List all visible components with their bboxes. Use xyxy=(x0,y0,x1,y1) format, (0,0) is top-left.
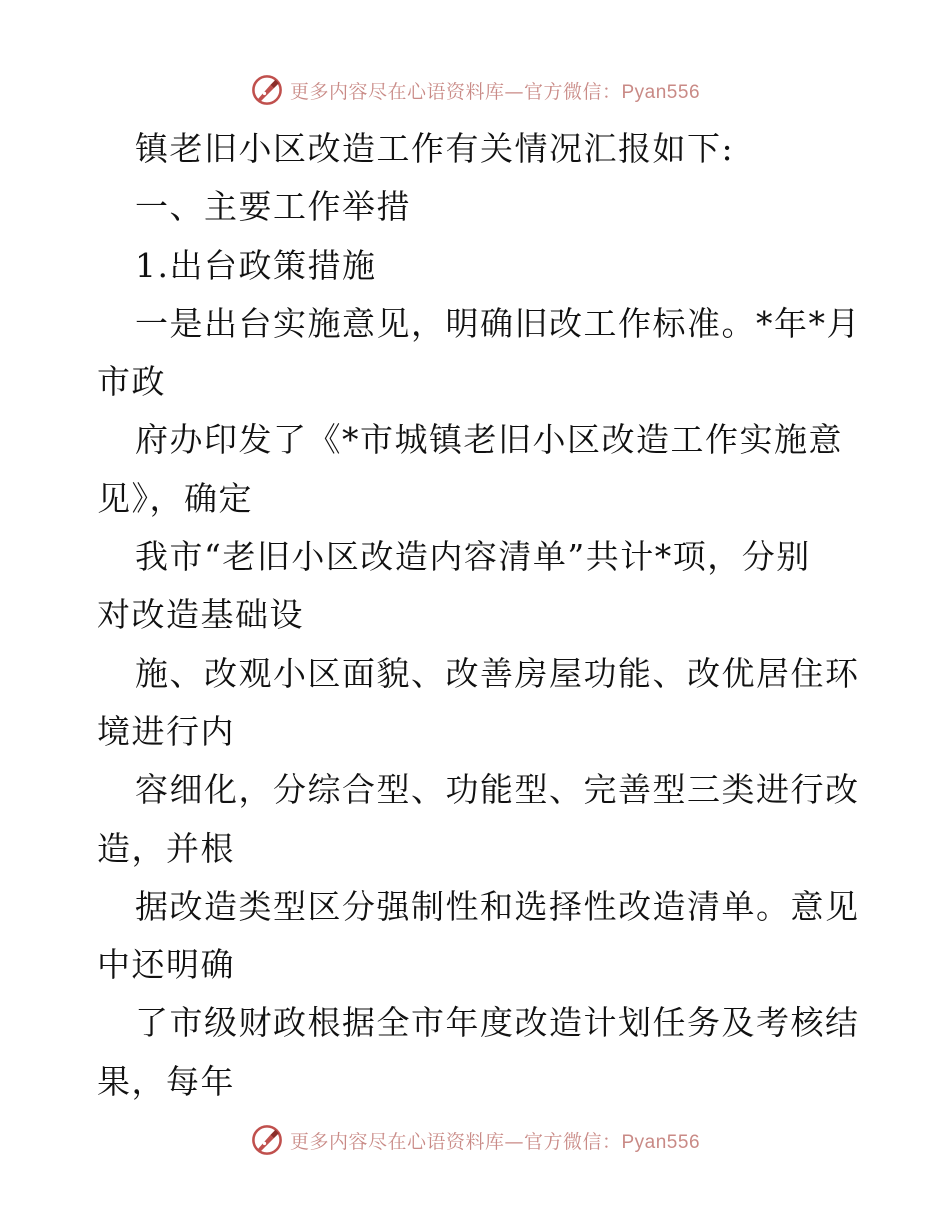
text-line: 了市级财政根据全市年度改造计划任务及考核结 xyxy=(135,1003,860,1043)
text-line: 中还明确 xyxy=(97,945,235,985)
text-line: 施、改观小区面貌、改善房屋功能、改优居住环 xyxy=(135,653,860,693)
text-line: 对改造基础设 xyxy=(97,595,304,635)
pen-seal-logo-icon xyxy=(250,73,284,107)
watermark-footer xyxy=(0,1120,950,1160)
text-line: 境进行内 xyxy=(97,711,235,751)
text-line: 果，每年 xyxy=(97,1061,235,1101)
text-line: 见》，确定 xyxy=(97,478,253,518)
text-line: 容细化，分综合型、功能型、完善型三类进行改 xyxy=(135,770,860,810)
text-line: 府办印发了《*市城镇老旧小区改造工作实施意 xyxy=(135,420,843,460)
text-line: 镇老旧小区改造工作有关情况汇报如下: xyxy=(135,129,735,168)
watermark-header xyxy=(0,70,950,110)
document-body xyxy=(97,120,867,1111)
watermark-text: 更多内容尽在心语资料库—官方微信：Pyan556 xyxy=(289,80,701,103)
text-line: 市政 xyxy=(97,362,166,402)
text-line: 造，并根 xyxy=(97,828,235,868)
pen-seal-logo-icon xyxy=(250,1123,284,1157)
watermark-text: 更多内容尽在心语资料库—官方微信：Pyan556 xyxy=(289,1130,701,1153)
text-line: 一是出台实施意见，明确旧改工作标准。*年*月 xyxy=(135,303,861,343)
text-line: 我市“老旧小区改造内容清单”共计*项，分别 xyxy=(135,537,811,577)
section-heading: 一、主要工作举措 xyxy=(135,187,411,227)
subsection-heading: 1.出台政策措施 xyxy=(135,245,377,285)
text-line: 据改造类型区分强制性和选择性改造清单。意见 xyxy=(135,886,860,926)
